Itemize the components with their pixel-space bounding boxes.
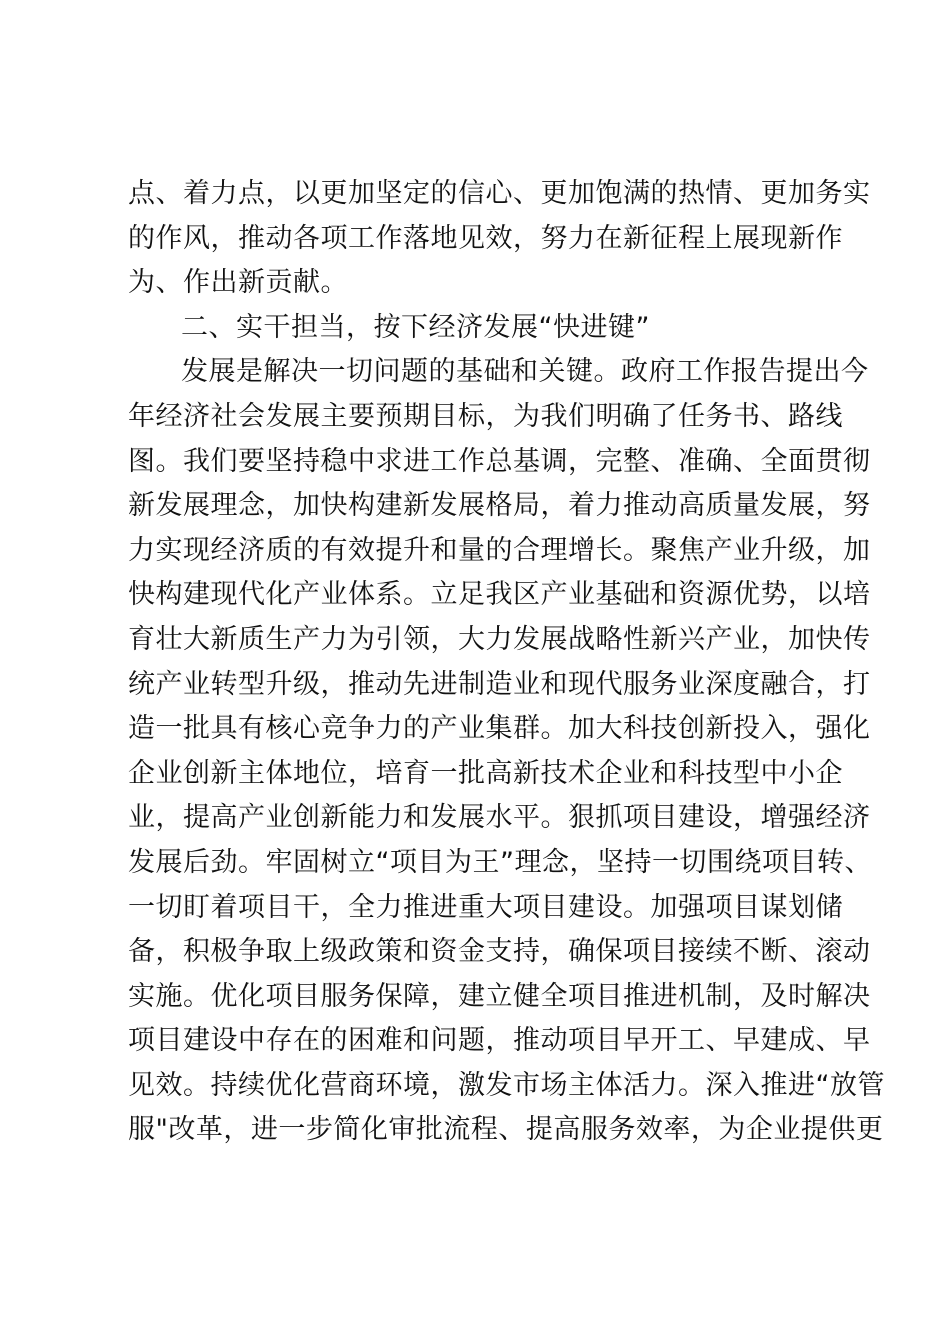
text-line: 发展后劲。牢固树立“项目为王”理念，坚持一切围绕项目转、: [128, 846, 872, 878]
text-line: 点、着力点，以更加坚定的信心、更加饱满的热情、更加务实: [128, 178, 871, 209]
text-line: 力实现经济质的有效提升和量的合理增长。聚焦产业升级，加: [128, 534, 871, 566]
text-line: 育壮大新质生产力为引领，大力发展战略性新兴产业，加快传: [128, 623, 871, 655]
text-line: 为、作出新贡献。: [128, 267, 348, 299]
document-body: [128, 172, 885, 1153]
text-line: 企业创新主体地位，培育一批高新技术企业和科技型中小企: [128, 757, 843, 789]
text-line: 服"改革，进一步简化审批流程、提高服务效率，为企业提供更: [128, 1114, 884, 1146]
paragraph-first-line: 发展是解决一切问题的基础和关键。政府工作报告提出今: [181, 356, 869, 388]
text-line: 新发展理念，加快构建新发展格局，着力推动高质量发展，努: [128, 490, 871, 522]
text-line: 的作风，推动各项工作落地见效，努力在新征程上展现新作: [128, 222, 843, 254]
text-line: 年经济社会发展主要预期目标，为我们明确了任务书、路线: [128, 400, 843, 432]
text-line: 快构建现代化产业体系。立足我区产业基础和资源优势，以培: [128, 579, 871, 611]
text-line: 统产业转型升级，推动先进制造业和现代服务业深度融合，打: [128, 668, 871, 700]
text-line: 备，积极争取上级政策和资金支持，确保项目接续不断、滚动: [128, 936, 871, 968]
text-line: 见效。持续优化营商环境，激发市场主体活力。深入推进“放管: [128, 1069, 885, 1101]
text-line: 一切盯着项目干，全力推进重大项目建设。加强项目谋划储: [128, 891, 843, 923]
text-line: 图。我们要坚持稳中求进工作总基调，完整、准确、全面贯彻: [128, 445, 871, 477]
text-line: 造一批具有核心竞争力的产业集群。加大科技创新投入，强化: [128, 713, 871, 745]
text-line: 业，提高产业创新能力和发展水平。狠抓项目建设，增强经济: [128, 802, 871, 834]
text-line: 项目建设中存在的困难和问题，推动项目早开工、早建成、早: [128, 1025, 871, 1057]
text-line: 实施。优化项目服务保障，建立健全项目推进机制，及时解决: [128, 980, 871, 1012]
section-heading: 二、实干担当，按下经济发展“快进键”: [181, 311, 650, 343]
